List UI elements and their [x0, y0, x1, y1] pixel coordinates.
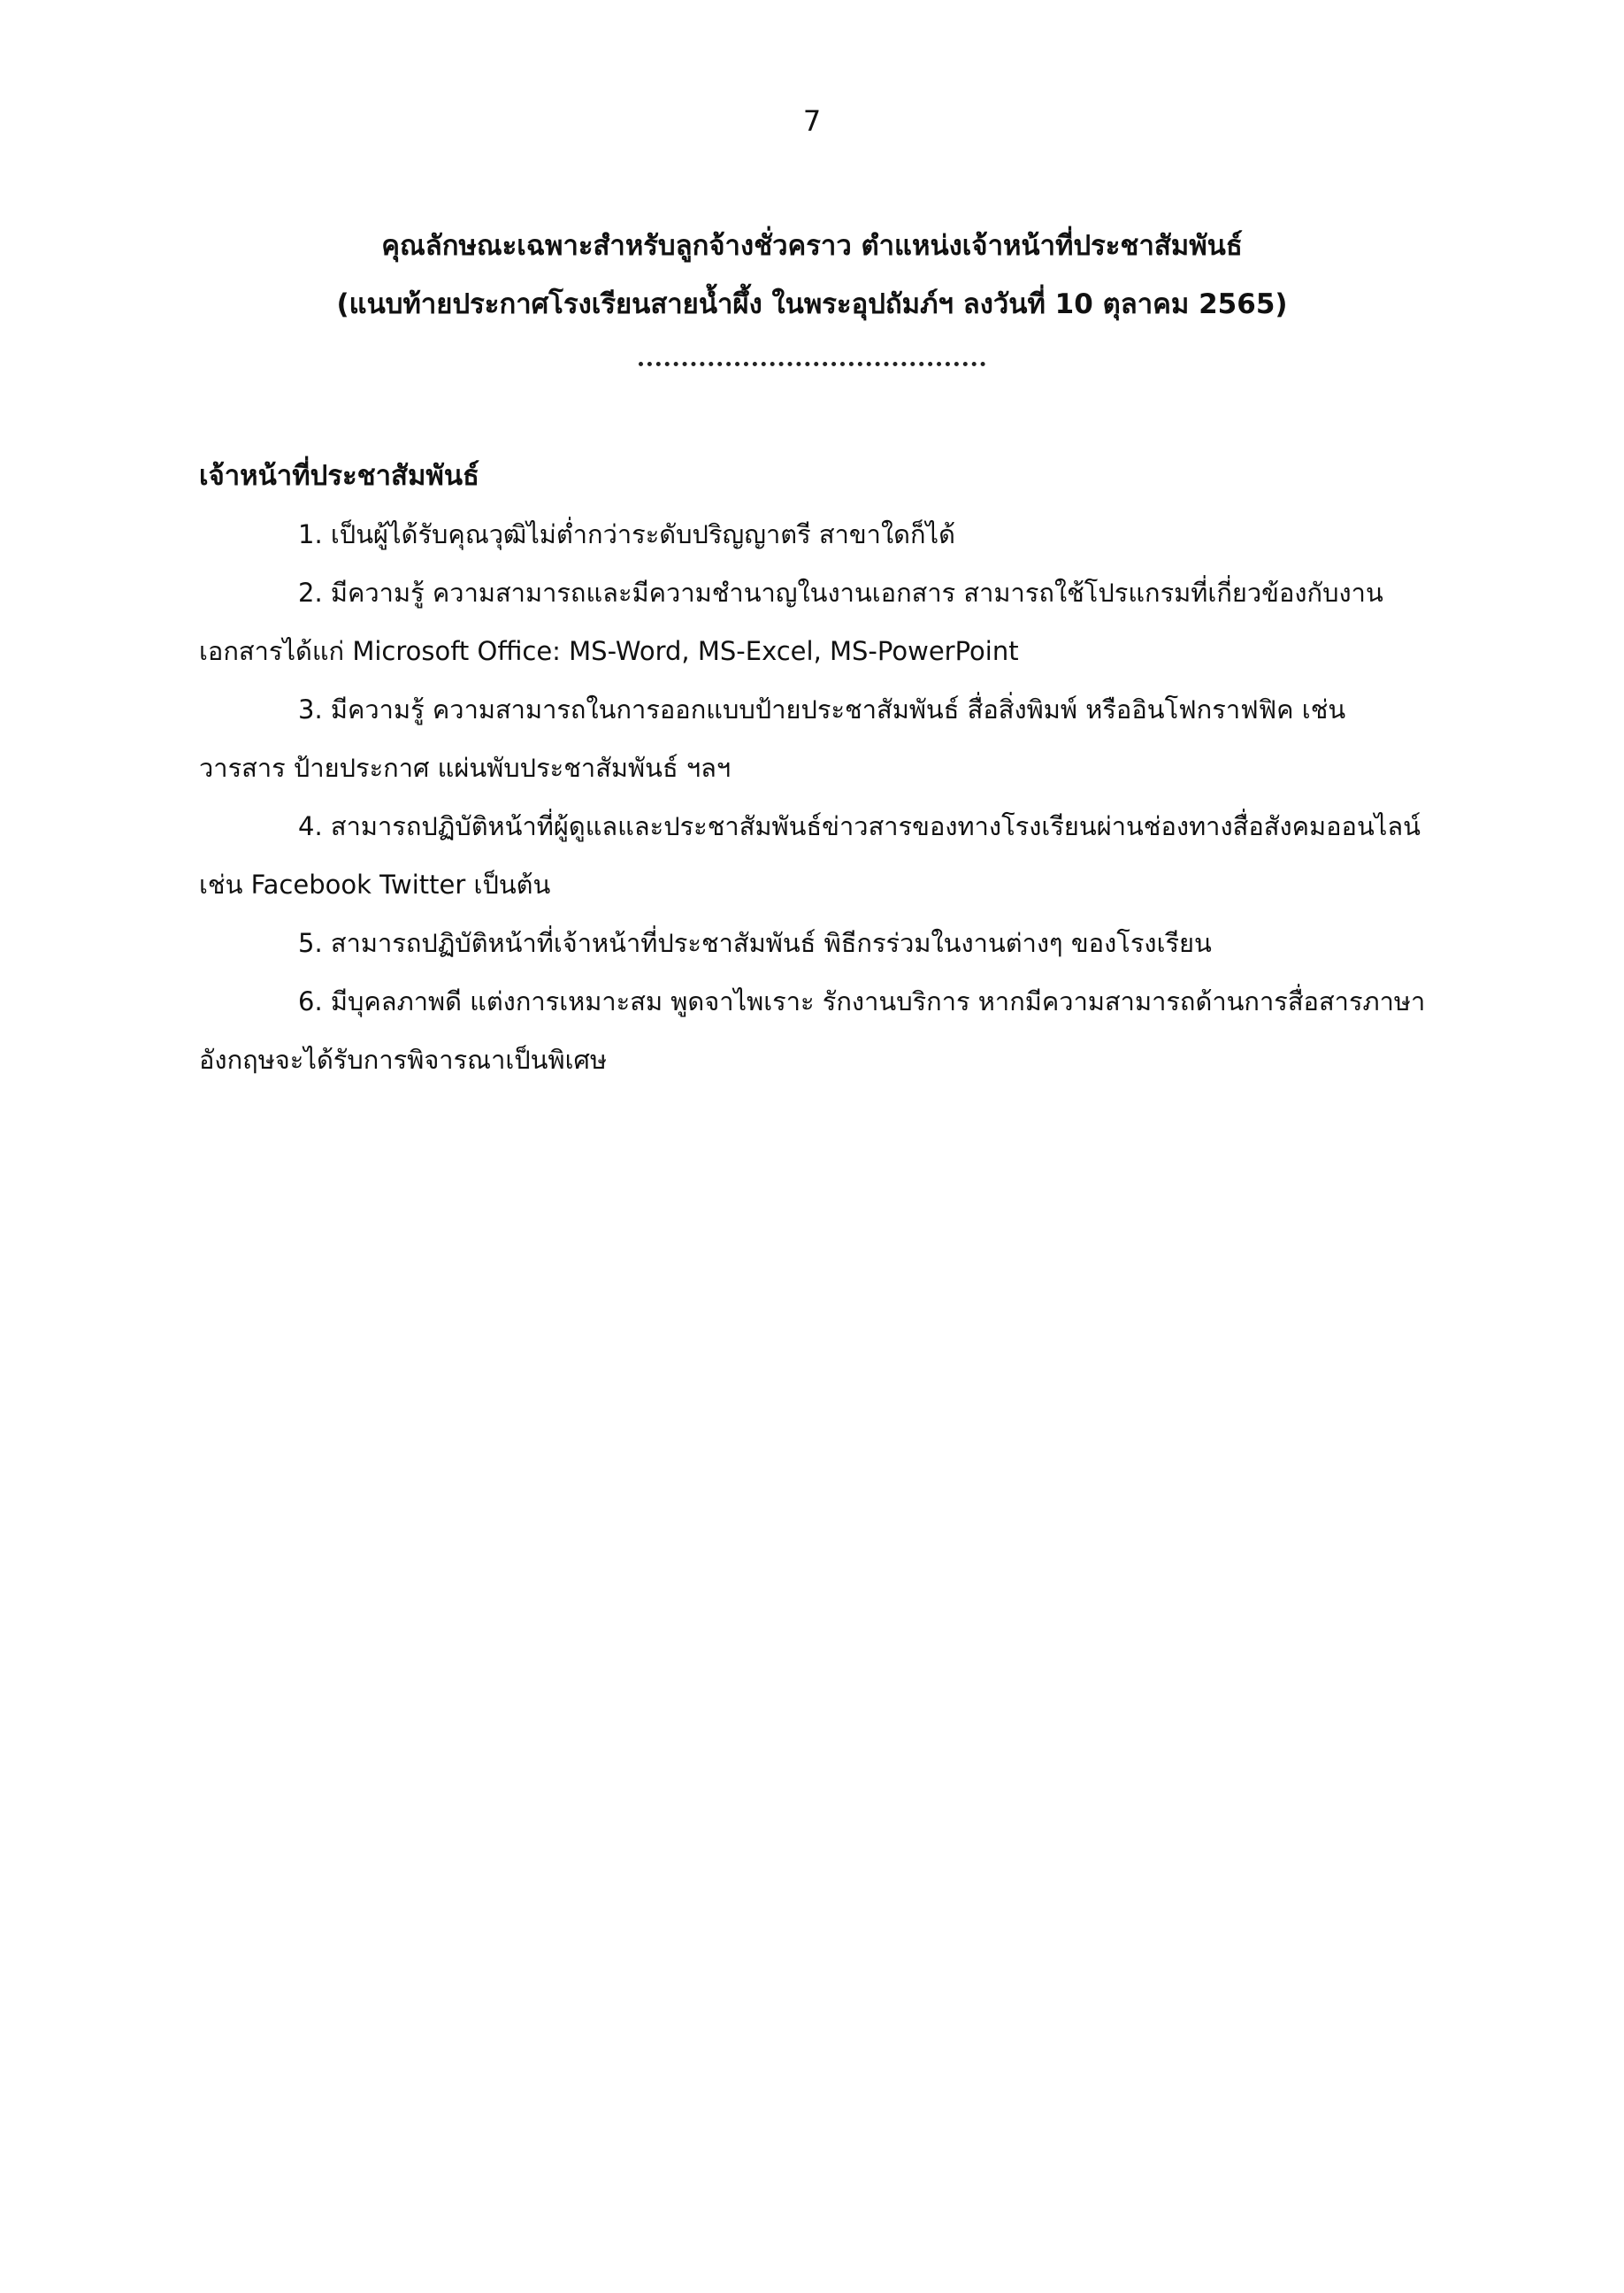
dotted-divider [639, 362, 985, 366]
page-number: 7 [802, 104, 822, 138]
qualification-section [199, 447, 1437, 1089]
section-heading: เจ้าหน้าที่ประชาสัมพันธ์ [199, 460, 479, 492]
qualification-item-1: 1. เป็นผู้ได้รับคุณวุฒิไม่ต่ำกว่าระดับปริญญาตรี สาขาใดก็ได้ [298, 519, 955, 549]
qualification-item-4: 4. สามารถปฏิบัติหน้าที่ผู้ดูแลและประชาสัมพันธ์ข่าวสารของทางโรงเรียนผ่านช่องทางสื่อสังคมออนไลน์ เช่น Facebook Twitter เป็นต้น [199, 811, 1421, 900]
qualification-item-3: 3. มีความรู้ ความสามารถในการออกแบบป้ายประชาสัมพันธ์ สื่อสิ่งพิมพ์ หรืออินโฟกราฟฟิค เช่น วารสาร ป้ายประกาศ แผ่นพับประชาสัมพันธ์ ฯลฯ [199, 694, 1346, 783]
qualification-item-2: 2. มีความรู้ ความสามารถและมีความชำนาญในงานเอกสาร สามารถใช้โปรแกรมที่เกี่ยวข้องกับงานเอกสารได้แก่ Microsoft Office: MS-Word, MS-Excel, MS-PowerPoint [199, 578, 1383, 666]
page-title: คุณลักษณะเฉพาะสำหรับลูกจ้างชั่วคราว ตำแหน่งเจ้าหน้าที่ประชาสัมพันธ์ [381, 230, 1243, 262]
page-subtitle: (แนบท้ายประกาศโรงเรียนสายน้ำผึ้ง ในพระอุปถัมภ์ฯ ลงวันที่ 10 ตุลาคม 2565) [336, 288, 1288, 320]
title-block [0, 217, 1624, 366]
qualification-item-5: 5. สามารถปฏิบัติหน้าที่เจ้าหน้าที่ประชาสัมพันธ์ พิธีกรร่วมในงานต่างๆ ของโรงเรียน [298, 928, 1212, 958]
qualification-item-6: 6. มีบุคลภาพดี แต่งการเหมาะสม พูดจาไพเราะ รักงานบริการ หากมีความสามารถด้านการสื่อสารภาษาอังกฤษจะได้รับการพิจารณาเป็นพิเศษ [199, 986, 1426, 1075]
